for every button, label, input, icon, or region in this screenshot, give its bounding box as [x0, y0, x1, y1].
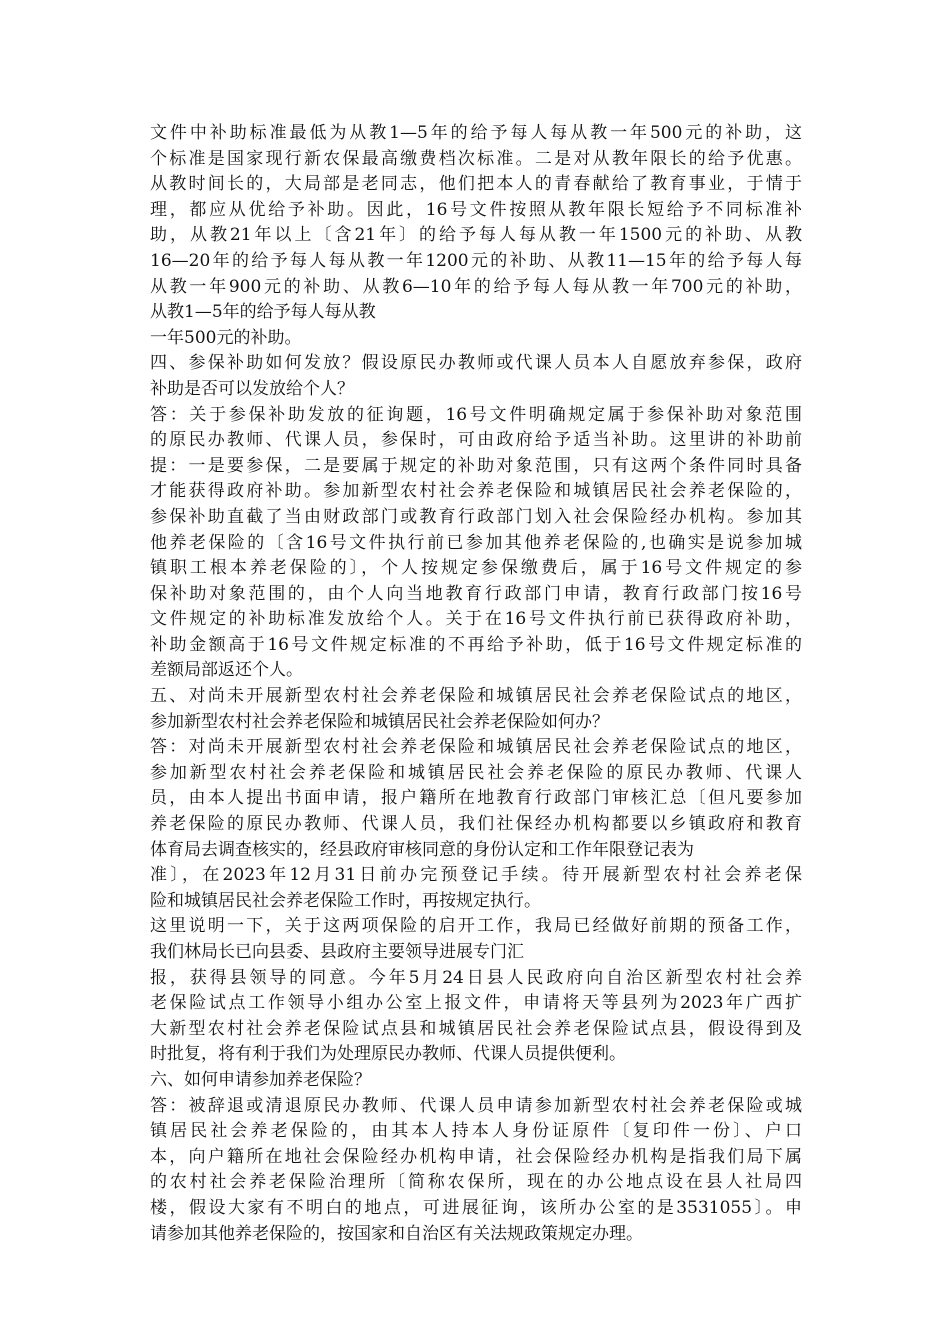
text-line: 时批复，将有利于我们为处理原民办教师、代课人员提供便利。	[150, 1044, 626, 1065]
section-heading: 参加新型农村社会养老保险和城镇居民社会养老保险如何办？	[150, 711, 609, 732]
text-line: 答：对尚未开展新型农村社会养老保险和城镇居民社会养老保险试点的地区，	[150, 737, 802, 758]
section-heading: 五、对尚未开展新型农村社会养老保险和城镇居民社会养老保险试点的地区，	[150, 686, 802, 707]
text-line: 镇职工根本养老保险的〕，个人按规定参保缴费后，属于16号文件规定的参	[150, 558, 802, 579]
text-line: 险和城镇居民社会养老保险工作时，再按规定执行。	[150, 890, 541, 911]
text-line: 才能获得政府补助。参加新型农村社会养老保险和城镇居民社会养老保险的，	[150, 481, 802, 502]
document-body	[150, 121, 802, 1247]
text-line: 保补助对象范围的，由个人向当地教育行政部门申请，教育行政部门按16号	[150, 583, 802, 604]
text-line: 差额局部返还个人。	[150, 660, 303, 681]
text-line: 从教1—5年的给予每人每从教	[150, 302, 376, 323]
text-line: 一年500元的补助。	[150, 327, 302, 348]
text-line: 我们林局长已向县委、县政府主要领导进展专门汇	[150, 942, 524, 962]
text-line: 从教时间长的，大局部是老同志，他们把本人的青春献给了教育事业，于情于	[150, 174, 802, 195]
text-line: 从教一年900元的补助、从教6—10年的给予每人每从教一年700元的补助，	[150, 276, 802, 297]
text-line: 的农村社会养老保险治理所〔简称农保所，现在的办公地点设在县人社局四	[150, 1172, 802, 1193]
section-heading: 补助是否可以发放给个人？	[150, 378, 354, 399]
text-line: 请参加其他养老保险的，按国家和自治区有关法规政策规定办理。	[150, 1223, 643, 1244]
text-line: 体育局去调查核实的，经县政府审核同意的身份认定和工作年限登记表为	[150, 839, 694, 860]
text-line: 养老保险的原民办教师、代课人员，我们社保经办机构都要以乡镇政府和教育	[150, 814, 802, 835]
section-heading: 四、参保补助如何发放？假设原民办教师或代课人员本人自愿放弃参保，政府	[150, 353, 802, 374]
text-line: 答：被辞退或清退原民办教师、代课人员申请参加新型农村社会养老保险或城	[150, 1095, 802, 1116]
text-line: 员，由本人提出书面申请，报户籍所在地教育行政部门审核汇总〔但凡要参加	[150, 788, 802, 809]
text-line: 理，都应从优给予补助。因此，16号文件按照从教年限长短给予不同标准补	[150, 199, 802, 220]
text-line: 大新型农村社会养老保险试点县和城镇居民社会养老保险试点县，假设得到及	[150, 1018, 802, 1039]
section-heading: 六、如何申请参加养老保险？	[150, 1069, 371, 1090]
text-line: 他养老保险的〔含16号文件执行前已参加其他养老保险的,也确实是说参加城	[150, 532, 802, 553]
text-line: 这里说明一下，关于这两项保险的启开工作，我局已经做好前期的预备工作，	[150, 916, 802, 937]
text-line: 参保补助直截了当由财政部门或教育行政部门划入社会保险经办机构。参加其	[150, 506, 802, 527]
text-line: 准〕，在2023年12月31日前办完预登记手续。待开展新型农村社会养老保	[150, 865, 802, 886]
text-line: 报，获得县领导的同意。今年5月24日县人民政府向自治区新型农村社会养	[150, 967, 802, 988]
text-line: 补助金额高于16号文件规定标准的不再给予补助，低于16号文件规定标准的	[150, 634, 802, 655]
text-line: 镇居民社会养老保险的，由其本人持本人身份证原件〔复印件一份〕、户口	[150, 1121, 802, 1142]
text-line: 答：关于参保补助发放的征询题，16号文件明确规定属于参保补助对象范围	[150, 404, 802, 425]
text-line: 16—20年的给予每人每从教一年1200元的补助、从教11—15年的给予每人每	[150, 250, 802, 271]
text-line: 的原民办教师、代课人员，参保时，可由政府给予适当补助。这里讲的补助前	[150, 430, 802, 451]
text-line: 个标准是国家现行新农保最高缴费档次标准。二是对从教年限长的给予优惠。	[150, 148, 802, 169]
text-line: 文件规定的补助标准发放给个人。关于在16号文件执行前已获得政府补助，	[150, 609, 802, 630]
text-line: 提：一是要参保，二是要属于规定的补助对象范围，只有这两个条件同时具备	[150, 455, 802, 476]
text-line: 老保险试点工作领导小组办公室上报文件，申请将天等县列为2023年广西扩	[150, 993, 802, 1014]
text-line: 本，向户籍所在地社会保险经办机构申请，社会保险经办机构是指我们局下属	[150, 1146, 802, 1167]
text-line: 楼，假设大家有不明白的地点，可进展征询，该所办公室的是3531055〕。申	[150, 1197, 802, 1218]
text-line: 参加新型农村社会养老保险和城镇居民社会养老保险的原民办教师、代课人	[150, 762, 802, 783]
text-line: 助，从教21年以上〔含21年〕的给予每人每从教一年1500元的补助、从教	[150, 225, 802, 246]
text-line: 文件中补助标准最低为从教1—5年的给予每人每从教一年500元的补助，这	[150, 123, 802, 143]
